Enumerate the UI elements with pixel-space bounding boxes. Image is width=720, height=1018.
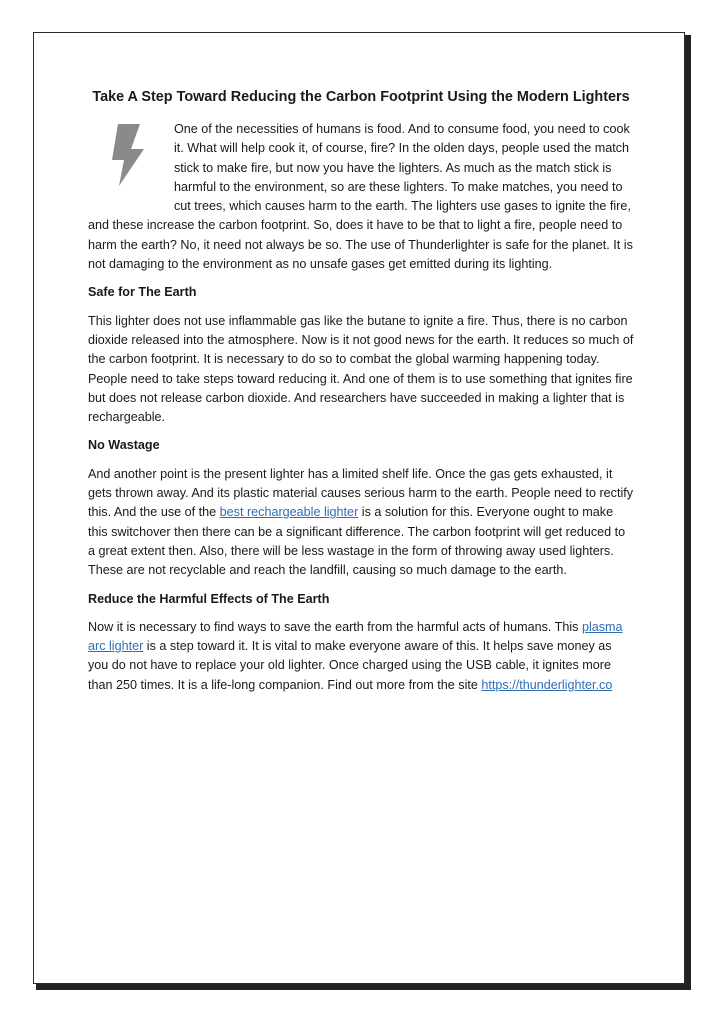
document-title: Take A Step Toward Reducing the Carbon Footprint Using the Modern Lighters [92,89,630,105]
reduce-text-after: is a step toward it. It is vital to make everyone aware of this. It helps save money as you do not have to replace your old lighter. Once charged using the USB cable, it ignites more than 250 times. It is a life-long companion. Find out more from the site [88,639,612,692]
best-rechargeable-lighter-link[interactable]: best rechargeable lighter [219,505,359,520]
wastage-text-after: is a solution for this. Everyone ought to make this switchover then there can be a significant difference. The carbon footprint will get reduced to a great extent then. Also, there will be less wastage in the form of throwing away used lighters. These are not recyclable and reach the landfill, causing so much damage to the earth. [88,505,626,578]
lightning-bolt-icon [88,122,174,202]
section-text-reduce [88,618,634,695]
section-text-wastage [88,465,634,581]
intro-text: One of the necessities of humans is food. And to consume food, you need to cook it. What will help cook it, of course, fire? In the olden days, people used the match stick to make fire, but now you have the lighters. As much as the match stick is harmful to the environment, so are these lighters. To make matches, you need to cut trees, which causes harm to the earth. The lighters use gases to ignite the fire, and these increase the carbon footprint. So, does it have to be that to light a fire, people need to harm the earth? No, it need not always be so. The use of Thunderlighter is safe for the planet. It is not damaging to the environment as no unsafe gases get emitted during its lighting. [88,122,633,272]
section-heading-wastage: No Wastage [88,438,160,453]
section-heading-reduce: Reduce the Harmful Effects of The Earth [88,591,330,606]
section-text-safe: This lighter does not use inflammable gas like the butane to ignite a fire. Thus, there is no carbon dioxide released into the atmosphere. Now is it not good news for the earth. It reduces so much of the carbon footprint. It is necessary to do so to combat the global warming happening today. People need to take steps toward reducing it. And one of them is to use something that ignites fire but does not release carbon dioxide. And researchers have succeeded in making a lighter that is rechargeable. [88,313,634,425]
wastage-text-before: And another point is the present lighter has a limited shelf life. Once the gas gets exhausted, it gets thrown away. And its plastic material causes serious harm to the earth. People need to rectify this. And the use of the [88,466,634,520]
section-heading-safe: Safe for The Earth [88,285,197,300]
site-link[interactable]: https://thunderlighter.co [481,677,613,692]
intro-paragraph [88,120,634,274]
plasma-arc-lighter-link[interactable]: plasma arc lighter [88,619,623,654]
document-content [88,87,634,704]
document-page [33,32,685,984]
reduce-text-before: Now it is necessary to find ways to save the earth from the harmful acts of humans. This [88,619,582,634]
